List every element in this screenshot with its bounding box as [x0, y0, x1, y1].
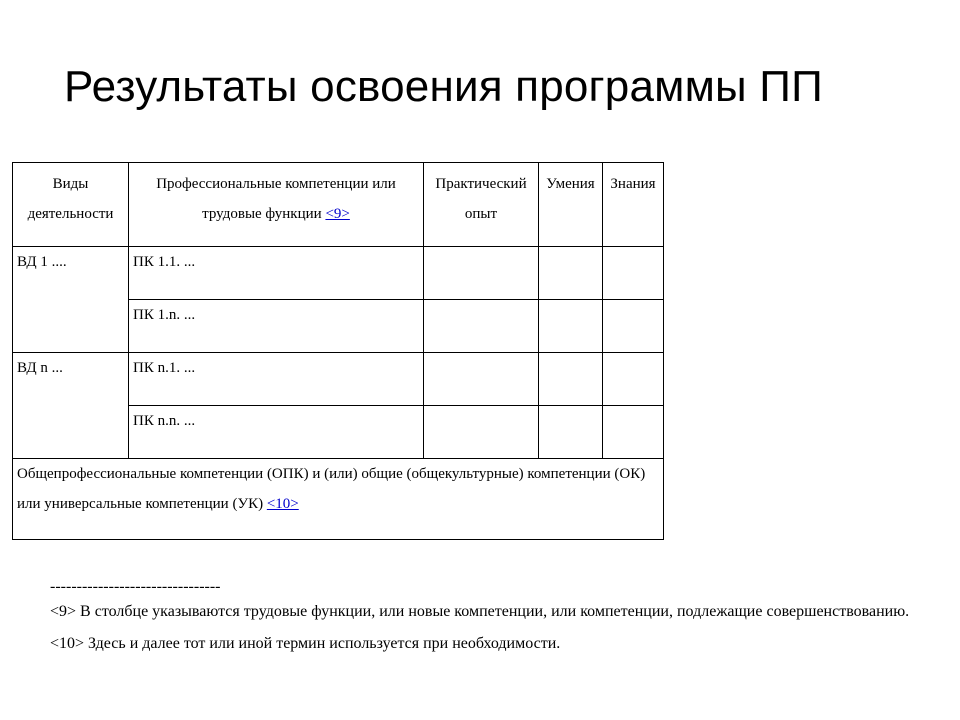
footnote-link-9[interactable]: <9> [325, 206, 350, 222]
footnote-9: <9> В столбце указываются трудовые функции, или новые компетенции, или компетенции, подлежащие совершенствованию. [50, 603, 910, 620]
skills-cell [539, 406, 603, 459]
table-header-row [13, 163, 664, 247]
activity-cell: ВД 1 .... [13, 247, 129, 353]
knowledge-cell [603, 406, 664, 459]
footnotes [50, 578, 909, 660]
practice-cell [424, 247, 539, 300]
footnote-separator: -------------------------------- [50, 578, 221, 595]
header-competencies [129, 163, 424, 247]
general-competencies-label: Общепрофессиональные компетенции (ОПК) и (или) общие (общекультурные) компетенции (ОК) или универсальные компетенции (УК) [17, 466, 646, 512]
competencies-table [12, 162, 664, 540]
competency-cell: ПК 1.1. ... [129, 247, 424, 300]
footnote-link-10[interactable]: <10> [266, 496, 299, 512]
practice-cell [424, 300, 539, 353]
table-footer-row [13, 459, 664, 540]
table-row [13, 247, 664, 300]
skills-cell [539, 300, 603, 353]
activity-cell: ВД n ... [13, 353, 129, 459]
practice-cell [424, 353, 539, 406]
skills-cell [539, 353, 603, 406]
header-activities: Виды деятельности [13, 163, 129, 247]
header-knowledge: Знания [603, 163, 664, 247]
practice-cell [424, 406, 539, 459]
header-skills: Умения [539, 163, 603, 247]
competency-cell: ПК n.n. ... [129, 406, 424, 459]
competency-cell: ПК 1.n. ... [129, 300, 424, 353]
skills-cell [539, 247, 603, 300]
footnote-10: <10> Здесь и далее тот или иной термин используется при необходимости. [50, 635, 561, 652]
general-competencies-cell [13, 459, 664, 540]
competency-cell: ПК n.1. ... [129, 353, 424, 406]
header-practice: Практический опыт [424, 163, 539, 247]
knowledge-cell [603, 353, 664, 406]
knowledge-cell [603, 247, 664, 300]
knowledge-cell [603, 300, 664, 353]
page-title: Результаты освоения программы ПП [64, 62, 823, 111]
table-row [13, 353, 664, 406]
header-competencies-label: Профессиональные компетенции или трудовые функции [156, 176, 396, 222]
